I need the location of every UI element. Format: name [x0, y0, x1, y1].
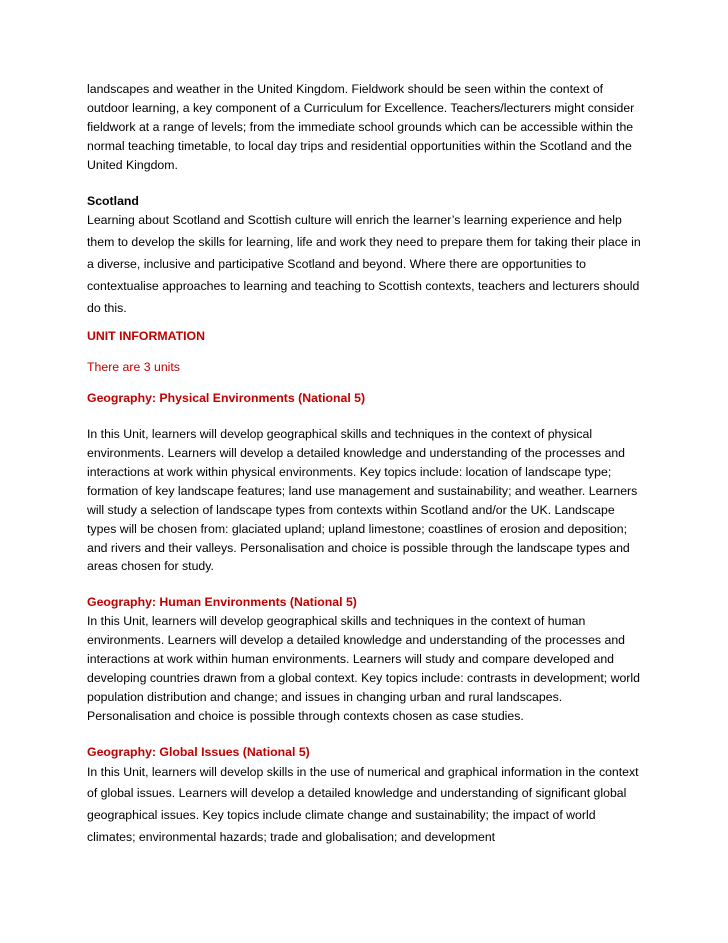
unit-1-paragraph: In this Unit, learners will develop geographical skills and techniques in the context of physical environments. Learners will develop a detailed knowledge and understanding of the processes and interactions at work within physical environments. Key topics include: location of landscape type; formation of key landscape features; land use management and sustainability; and weather. Learners will study a selection of landscape types from contexts within Scotland and/or the UK. Landscape types will be chosen from: glaciated upland; upland limestone; coastlines of erosion and deposition; and rivers and their valleys. Personalisation and choice is possible through the landscape types and areas chosen for study.	[87, 427, 638, 574]
scotland-heading: Scotland	[87, 193, 139, 208]
unit-information-heading: UNIT INFORMATION	[87, 329, 205, 344]
scotland-paragraph: Learning about Scotland and Scottish culture will enrich the learner’s learning experience and help them to develop the skills for learning, life and work they need to prepare them for taking their place in a diverse, inclusive and participative Scotland and beyond. Where there are opportunities to contextualise approaches to learning and teaching to Scottish contexts, teachers and lecturers should do this.	[87, 213, 641, 315]
unit-count-text: There are 3 units	[87, 360, 180, 375]
unit-3-title: Geography: Global Issues (National 5)	[87, 744, 310, 759]
unit-1-title: Geography: Physical Environments (National 5)	[87, 391, 366, 406]
unit-2-title: Geography: Human Environments (National 5)	[87, 595, 357, 610]
unit-2-paragraph: In this Unit, learners will develop geographical skills and techniques in the context of human environments. Learners will develop a detailed knowledge and understanding of the processes and interactions at work within human environments. Learners will study and compare developed and developing countries drawn from a global context. Key topics include: contrasts in development; world population distribution and change; and issues in changing urban and rural landscapes. Personalisation and choice is possible through contexts chosen as case studies.	[87, 614, 640, 723]
intro-continuation-paragraph: landscapes and weather in the United Kingdom. Fieldwork should be seen within the context of outdoor learning, a key component of a Curriculum for Excellence. Teachers/lecturers might consider fieldwork at a range of levels; from the immediate school grounds which can be accessible within the normal teaching timetable, to local day trips and residential opportunities within the Scotland and the United Kingdom.	[87, 82, 635, 172]
unit-3-paragraph: In this Unit, learners will develop skills in the use of numerical and graphical information in the context of global issues. Learners will develop a detailed knowledge and understanding of significant global geographical issues. Key topics include climate change and sustainability; the impact of world climates; environmental hazards; trade and globalisation; and development	[87, 764, 639, 845]
